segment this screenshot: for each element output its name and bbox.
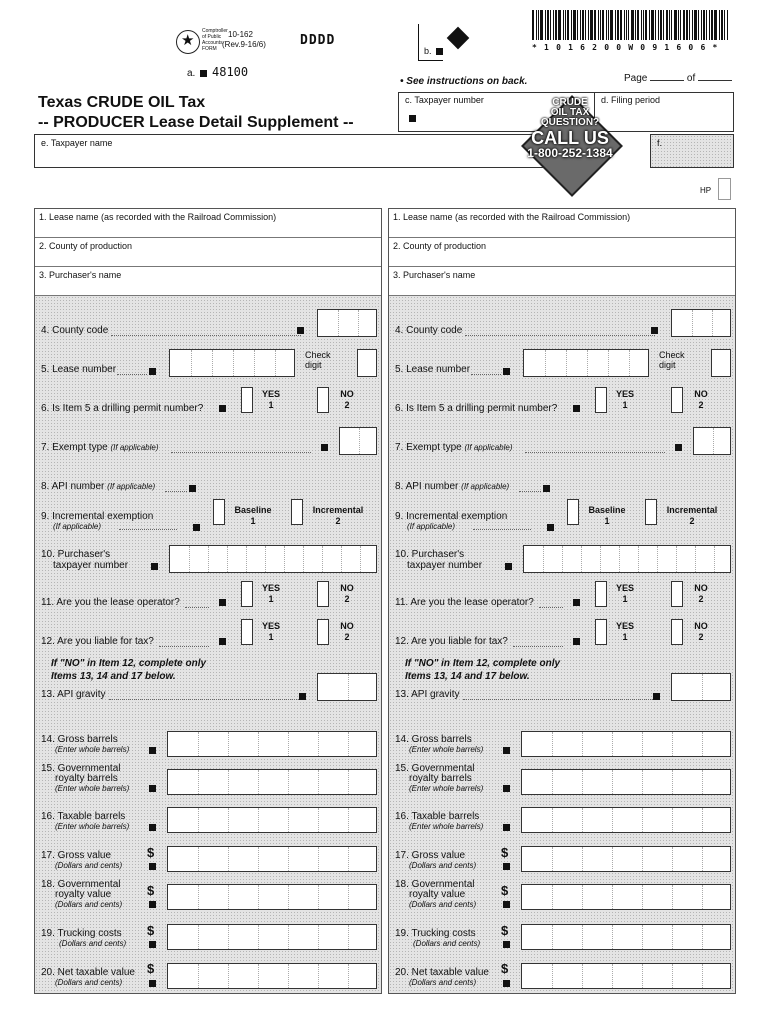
lease-column-right: 1. Lease name (as recorded with the Railroad Commission) 2. County of production 3. Purchaser's name 4. County code 5. Lease number Check digit 6. Is Item 5 a drilling permit number? YES 1 NO 2 7. Exempt type (If applicable) 8. API number (If applicable) 9. Incremental exemption (If applicable) Baseline 1 Incremental 2 10. Purchaser's taxpayer number 11. Are you the lease operator? YES 1 NO 2 12. Are you liable for tax? YES 1 NO 2 If "NO" in Item 12, complete only Items 13, 14 and 17 below. 13. API gravity 14. Gross barrels (Enter whole barrels) 15. Governmental royalty barrels (Enter whole barrels) 16. Taxable barrels (Enter whole barrels) 17. Gross value (Dollars and cents) $ 18. Governmental royalty value (Dollars and cents) $ 19. Trucking costs (Dollars and cents) $ 20. Net taxable value (Dollars and cents) $: [388, 208, 736, 994]
baseline-box[interactable]: [567, 499, 579, 525]
gross-value-label: 17. Gross value (Dollars and cents): [41, 850, 123, 870]
county-code-label: 4. County code: [395, 325, 463, 336]
lease-number-input[interactable]: [523, 349, 649, 377]
gov-royalty-value-input[interactable]: [521, 884, 731, 910]
api-number-label: 8. API number (If applicable): [41, 481, 156, 492]
gov-royalty-barrels-label: 15. Governmental royalty barrels (Enter whole barrels): [395, 763, 484, 793]
a-marker: [200, 70, 207, 77]
check-digit-input[interactable]: [357, 349, 377, 377]
taxpayer-name-field[interactable]: e. Taxpayer name: [34, 134, 594, 168]
dollar-sign: $: [147, 845, 155, 860]
lease-number-label: 5. Lease number: [41, 364, 117, 375]
gross-barrels-label: 14. Gross barrels (Enter whole barrels): [395, 734, 484, 754]
barcode: [532, 10, 737, 42]
gov-royalty-value-label: 18. Governmental royalty value (Dollars and cents): [395, 879, 477, 909]
county-production-label: 2. County of production: [393, 241, 487, 251]
a-label: a.: [187, 68, 196, 79]
baseline-box[interactable]: [213, 499, 225, 525]
gross-barrels-input[interactable]: [521, 731, 731, 757]
filing-period-field[interactable]: d. Filing period: [594, 92, 734, 132]
trucking-costs-input[interactable]: [167, 924, 377, 950]
a-value: 48100: [212, 65, 249, 79]
gov-royalty-value-label: 18. Governmental royalty value (Dollars and cents): [41, 879, 123, 909]
exempt-type-label: 7. Exempt type (If applicable): [41, 442, 159, 453]
purchaser-name-label: 3. Purchaser's name: [39, 270, 122, 280]
liable-tax-yes-box[interactable]: [241, 619, 253, 645]
lease-name-label: 1. Lease name (as recorded with the Railroad Commission): [393, 212, 631, 222]
liable-tax-no-box[interactable]: [317, 619, 329, 645]
purchaser-taxpayer-label: 10. Purchaser's taxpayer number: [41, 549, 129, 571]
diamond-icon: [447, 27, 470, 50]
hp-label: HP: [700, 186, 712, 195]
exempt-type-label: 7. Exempt type (If applicable): [395, 442, 513, 453]
gross-barrels-label: 14. Gross barrels (Enter whole barrels): [41, 734, 130, 754]
incremental-exemption-label: 9. Incremental exemption: [395, 511, 508, 522]
check-digit-label: Check digit: [305, 350, 331, 370]
b-label: b.: [424, 46, 432, 56]
trucking-costs-label: 19. Trucking costs (Dollars and cents): [395, 928, 481, 948]
star-icon: ★: [181, 32, 195, 49]
purchaser-taxpayer-input[interactable]: [169, 545, 377, 573]
purchaser-taxpayer-input[interactable]: [523, 545, 731, 573]
county-code-label: 4. County code: [41, 325, 109, 336]
check-digit-label: Check digit: [659, 350, 685, 370]
drilling-permit-label: 6. Is Item 5 a drilling permit number?: [395, 403, 558, 414]
api-gravity-input[interactable]: [671, 673, 731, 701]
api-gravity-label: 13. API gravity: [395, 689, 460, 700]
trucking-costs-label: 19. Trucking costs (Dollars and cents): [41, 928, 127, 948]
incremental-box[interactable]: [291, 499, 303, 525]
api-gravity-label: 13. API gravity: [41, 689, 106, 700]
county-production-label: 2. County of production: [39, 241, 133, 251]
lease-number-input[interactable]: [169, 349, 295, 377]
lease-operator-no-box[interactable]: [317, 581, 329, 607]
comptroller-seal: [176, 30, 200, 54]
gov-royalty-barrels-input[interactable]: [521, 769, 731, 795]
call-us-diamond: CRUDE OIL TAX QUESTION? CALL US 1-800-252-1384: [522, 96, 618, 192]
gross-value-label: 17. Gross value (Dollars and cents): [395, 850, 477, 870]
form-number: 10-162: [228, 30, 253, 39]
taxable-barrels-input[interactable]: [167, 807, 377, 833]
gov-royalty-barrels-input[interactable]: [167, 769, 377, 795]
taxpayer-number-field[interactable]: c. Taxpayer number: [398, 92, 598, 132]
lease-operator-no-box[interactable]: [671, 581, 683, 607]
exempt-type-input[interactable]: [339, 427, 377, 455]
trucking-costs-input[interactable]: [521, 924, 731, 950]
page-indicator: Page of: [624, 73, 732, 84]
gross-barrels-input[interactable]: [167, 731, 377, 757]
if-no-note: If "NO" in Item 12, complete only Items 13, 14 and 17 below.: [405, 658, 561, 682]
drilling-permit-no-box[interactable]: [317, 387, 329, 413]
api-gravity-input[interactable]: [317, 673, 377, 701]
dollar-sign: $: [501, 845, 509, 860]
api-number-label: 8. API number (If applicable): [395, 481, 510, 492]
gov-royalty-value-input[interactable]: [167, 884, 377, 910]
drilling-permit-yes-box[interactable]: [241, 387, 253, 413]
see-instructions: • See instructions on back.: [400, 76, 528, 87]
lease-operator-label: 11. Are you the lease operator?: [41, 597, 180, 608]
call-us-text: CALL US: [531, 128, 609, 148]
county-code-input[interactable]: [671, 309, 731, 337]
if-no-note: If "NO" in Item 12, complete only Items 13, 14 and 17 below.: [51, 658, 207, 682]
dollar-sign: $: [501, 883, 509, 898]
lease-column-left: 1. Lease name (as recorded with the Railroad Commission) 2. County of production 3. Purchaser's name 4. County code 5. Lease number Check digit 6. Is Item 5 a drilling permit number? YES 1 NO 2 7. Exempt type (If applicable) 8. API number (If applicable) 9. Incremental exemption (If applicable) Baseline 1 Incremental 2 10. Purchaser's taxpayer number 11. Are you the lease operator? YES 1 NO 2 12. Are you liable for tax? YES 1 NO 2 If "NO" in Item 12, complete only Items 13, 14 and 17 below. 13. API gravity 14. Gross barrels (Enter whole barrels) 15. Governmental royalty barrels (Enter whole barrels) 16. Taxable barrels (Enter whole barrels) 17. Gross value (Dollars and cents) $ 18. Governmental royalty value (Dollars and cents) $ 19. Trucking costs (Dollars and cents) $ 20. Net taxable value (Dollars and cents) $: [34, 208, 382, 994]
barcode-text: * 1 0 1 6 2 0 0 W 0 9 1 6 0 6 *: [532, 43, 719, 52]
check-digit-input[interactable]: [711, 349, 731, 377]
b-marker: [436, 48, 443, 55]
dollar-sign: $: [147, 923, 155, 938]
dollar-sign: $: [501, 923, 509, 938]
gross-value-input[interactable]: [521, 846, 731, 872]
taxable-barrels-input[interactable]: [521, 807, 731, 833]
liable-tax-label: 12. Are you liable for tax?: [41, 636, 154, 647]
lease-operator-label: 11. Are you the lease operator?: [395, 597, 534, 608]
liable-tax-label: 12. Are you liable for tax?: [395, 636, 508, 647]
f-field: f.: [650, 134, 734, 168]
dollar-sign: $: [147, 883, 155, 898]
county-code-input[interactable]: [317, 309, 377, 337]
taxable-barrels-label: 16. Taxable barrels (Enter whole barrels): [41, 811, 130, 831]
liable-tax-no-box[interactable]: [671, 619, 683, 645]
lease-number-label: 5. Lease number: [395, 364, 471, 375]
form-subtitle: -- PRODUCER Lease Detail Supplement --: [38, 114, 354, 131]
dollar-sign: $: [501, 961, 509, 976]
incremental-box[interactable]: [645, 499, 657, 525]
liable-tax-yes-box[interactable]: [595, 619, 607, 645]
hp-box[interactable]: [718, 178, 731, 200]
gross-value-input[interactable]: [167, 846, 377, 872]
lease-operator-yes-box[interactable]: [595, 581, 607, 607]
taxable-barrels-label: 16. Taxable barrels (Enter whole barrels): [395, 811, 484, 831]
exempt-type-input[interactable]: [693, 427, 731, 455]
net-taxable-input[interactable]: [167, 963, 377, 989]
purchaser-name-label: 3. Purchaser's name: [393, 270, 476, 280]
net-taxable-input[interactable]: [521, 963, 731, 989]
net-taxable-label: 20. Net taxable value (Dollars and cents): [395, 967, 489, 987]
gov-royalty-barrels-label: 15. Governmental royalty barrels (Enter whole barrels): [41, 763, 130, 793]
incremental-exemption-label: 9. Incremental exemption: [41, 511, 154, 522]
seal-text: Comptroller of Public Accounts FORM: [202, 28, 228, 52]
dollar-sign: $: [147, 961, 155, 976]
dddd-code: DDDD: [300, 33, 336, 48]
form-title: Texas CRUDE OIL Tax: [38, 94, 206, 111]
purchaser-taxpayer-label: 10. Purchaser's taxpayer number: [395, 549, 483, 571]
net-taxable-label: 20. Net taxable value (Dollars and cents): [41, 967, 135, 987]
lease-operator-yes-box[interactable]: [241, 581, 253, 607]
drilling-permit-no-box[interactable]: [671, 387, 683, 413]
form-revision: (Rev.9-16/6): [222, 40, 266, 49]
lease-name-label: 1. Lease name (as recorded with the Railroad Commission): [39, 212, 277, 222]
phone-number: 1-800-252-1384: [527, 146, 613, 160]
drilling-permit-yes-box[interactable]: [595, 387, 607, 413]
drilling-permit-label: 6. Is Item 5 a drilling permit number?: [41, 403, 204, 414]
